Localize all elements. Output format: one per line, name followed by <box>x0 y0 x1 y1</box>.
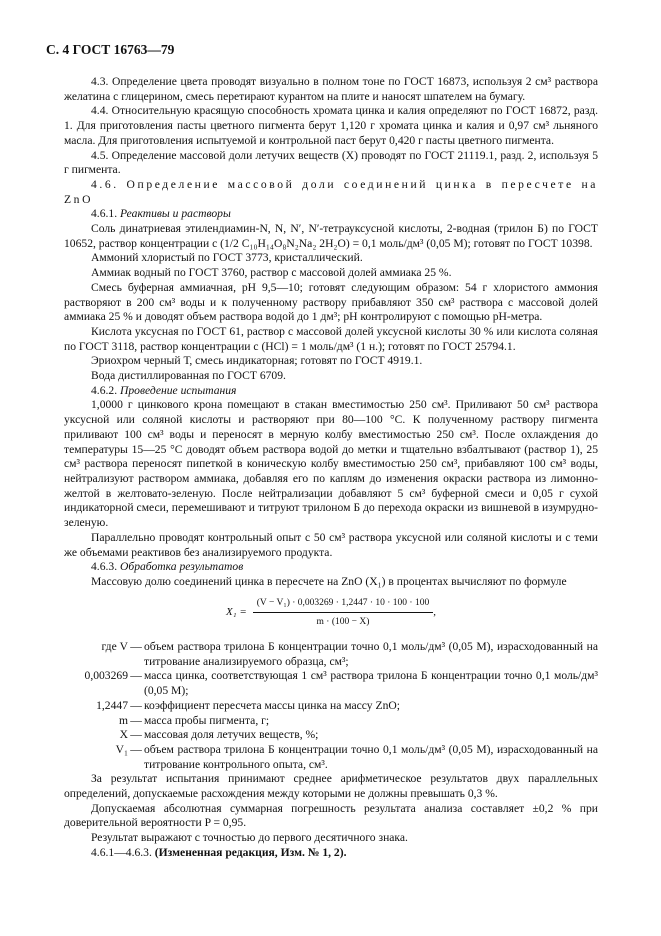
section-number: 4.6.3. <box>91 560 118 574</box>
document-body <box>64 75 598 861</box>
legend-text: масса пробы пигмента, г; <box>144 713 270 727</box>
formula-intro: Массовую долю соединений цинка в пересчете на ZnO (X₁) в процентах вычисляют по формуле <box>91 574 567 588</box>
result-text: За результат испытания принимают среднее арифметическое результатов двух параллельных определений, допускаемые расхождения между которыми не должны превышать 0,3 %. <box>64 772 598 801</box>
legend-symbol: m <box>118 713 128 727</box>
section-title: Реактивы и растворы <box>120 207 231 221</box>
edition-note-number: 4.6.1—4.6.3. <box>91 845 152 859</box>
formula-denominator: m · (100 − X) <box>316 617 370 628</box>
reagent-acids: Кислота уксусная по ГОСТ 61, раствор с массовой долей уксусной кислоты 30 % или кислота соляная по ГОСТ 3118, раствор концентрации c (HCl) = 1 моль/дм³ (1 н.); готовят по ГОСТ 25794.1. <box>64 324 598 353</box>
legend-row: 1,2447 — коэффициент пересчета массы цинка на массу ZnO; <box>22 699 598 714</box>
formula-tail: , <box>433 606 436 619</box>
section-4-5: 4.5. Определение массовой доли летучих веществ (X) проводят по ГОСТ 21119.1, разд. 2, используя 5 г пигмента. <box>64 148 598 177</box>
section-4-4: 4.4. Относительную красящую способность хромата цинка и калия определяют по ГОСТ 16872, разд. 1. Для приготовления пасты цветного пигмента берут 1,120 г хромата цинка и калия и 0,97 см³ льняного масла. Для приготовления испытуемой и контрольной паст берут 0,420 г пасты цветного пигмента. <box>64 104 598 147</box>
section-number: 4.6.2. <box>91 383 118 397</box>
error-text: Допускаемая абсолютная суммарная погрешность результата анализа составляет ±0,2 % при доверительной вероятности P = 0,95. <box>64 801 598 830</box>
control-test-text: Параллельно проводят контрольный опыт с 50 см³ раствора уксусной или соляной кислоты и с теми же объемами реактивов без анализируемого продукта. <box>64 530 598 559</box>
section-4-6-heading: 4.6. Определение массовой доли соединений цинка в пересчете на ZnO <box>64 177 598 206</box>
reagent-buffer: Смесь буферная аммиачная, pH 9,5—10; готовят следующим образом: 54 г хлористого аммония растворяют в 200 см³ воды и к полученному раствору прибавляют 350 см³ раствора с массовой долей аммиака 25 % и доводят объем раствора водой до 1 дм³; pH контролируют с помощью pH-метра. <box>64 280 598 324</box>
reagent-ammonium-chloride: Аммоний хлористый по ГОСТ 3773, кристаллический. <box>91 251 363 265</box>
reagent-trilon: Соль динатриевая этилендиамин-N, N, N′, N′-тетрауксусной кислоты, 2-водная (трилон Б) по ГОСТ 10652, раствор концентрации c (1/2 C₁₀H₁₄O₈N₂Na₂ 2H₂O) = 0,1 моль/дм³ (0,05 М); готовят по ГОСТ 10398. <box>64 222 598 250</box>
procedure-text: 1,0000 г цинкового крона помещают в стакан вместимостью 250 см³. Приливают 50 см³ раствора уксусной или соляной кислоты и растворяют при 80—100 °С. К полученному раствору пигмента приливают 100 см³ воды и переносят в мерную колбу вместимостью 250 см³. После охлаждения до температуры 15—25 °С доводят объем раствора водой до метки и тщательно взбалтывают (раствор 1), 25 см³ раствора переносят пипеткой в коническую колбу вместимостью 250 см³, прибавляют 100 см³ воды, нейтрализуют раствором аммиака, добавляя его по каплям до изменения окраски раствора из лимонно-желтой в желтовато-зеленую. После нейтрализации добавляют 5 см³ буферной смеси и 0,05 г сухой индикаторной смеси, перемешивают и титруют трилоном Б до перехода окраски из вишневой в изумрудно-зеленую. <box>64 398 598 530</box>
section-4-3: 4.3. Определение цвета проводят визуально в полном тоне по ГОСТ 16873, используя 2 см³ раствора желатина с глицерином, смесь перетирают курантом на плите и наносят шпателем на бумагу. <box>64 75 598 103</box>
page-header: С. 4 ГОСТ 16763—79 <box>46 42 175 57</box>
legend-row: m — масса пробы пигмента, г; <box>22 714 598 729</box>
reagent-water: Вода дистиллированная по ГОСТ 6709. <box>91 369 286 383</box>
legend-symbol: где V <box>101 640 128 654</box>
legend-text: объем раствора трилона Б концентрации точно 0,1 моль/дм³ (0,05 М), израсходованный на титрование анализируемого образца, см³; <box>144 640 598 668</box>
section-number: 4.6.1. <box>91 207 118 221</box>
edition-note-text: (Измененная редакция, Изм. № 1, 2). <box>154 845 347 859</box>
legend-text: массовая доля летучих веществ, %; <box>144 728 319 742</box>
legend-text: коэффициент пересчета массы цинка на массу ZnO; <box>144 698 400 712</box>
formula-fraction <box>253 596 433 630</box>
legend-row: X — массовая доля летучих веществ, %; <box>22 728 598 743</box>
section-4-6-2-heading <box>64 384 598 399</box>
formula-lhs: X₁ = <box>226 606 247 619</box>
section-title: Обработка результатов <box>120 560 244 574</box>
section-4-6-1-heading <box>64 207 598 222</box>
legend-row: где V — объем раствора трилона Б концентрации точно 0,1 моль/дм³ (0,05 М), израсходованный на титрование анализируемого образца, см³; <box>22 640 598 669</box>
legend-symbol: V₁ <box>115 742 128 756</box>
formula-legend <box>22 640 598 772</box>
edition-note <box>64 846 598 861</box>
legend-row: V₁ — объем раствора трилона Б концентрации точно 0,1 моль/дм³ (0,05 М), израсходованный на титрование контрольного опыта, см³. <box>22 743 598 772</box>
legend-symbol: X <box>119 728 128 742</box>
legend-text: масса цинка, соответствующая 1 см³ раствора трилона Б концентрации точно 0,1 моль/дм³ (0,05 М); <box>144 669 598 698</box>
section-4-6-3-heading <box>64 560 598 575</box>
section-title: Проведение испытания <box>120 383 237 397</box>
formula-numerator: (V − V₁) · 0,003269 · 1,2447 · 10 · 100 · 100 <box>253 596 433 614</box>
reagent-eriochrome: Эриохром черный Т, смесь индикаторная; готовят по ГОСТ 4919.1. <box>91 354 423 368</box>
legend-symbol: 0,003269 <box>84 669 128 683</box>
legend-row: 0,003269 — масса цинка, соответствующая 1 см³ раствора трилона Б концентрации точно 0,1 моль/дм³ (0,05 М); <box>22 669 598 698</box>
formula <box>64 596 598 630</box>
legend-text: объем раствора трилона Б концентрации точно 0,1 моль/дм³ (0,05 М), израсходованный на титрование контрольного опыта, см³. <box>144 742 598 771</box>
legend-symbol: 1,2447 <box>96 698 128 712</box>
reagent-ammonia: Аммиак водный по ГОСТ 3760, раствор с массовой долей аммиака 25 %. <box>91 266 452 280</box>
precision-text: Результат выражают с точностью до первого десятичного знака. <box>91 831 408 845</box>
